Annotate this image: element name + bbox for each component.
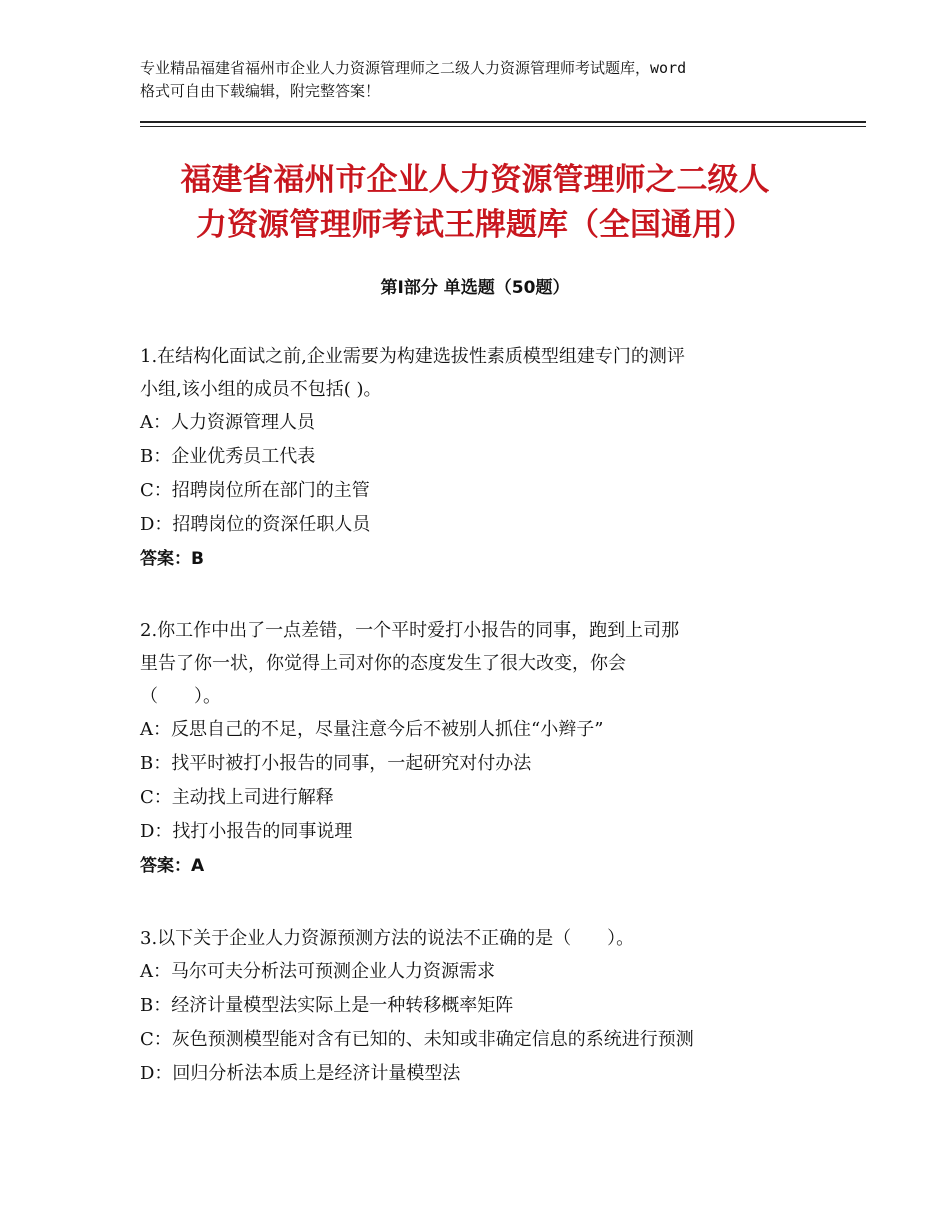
question-stem (140, 340, 840, 406)
header-note-line-1: 专业精品福建省福州市企业人力资源管理师之二级人力资源管理师考试题库，word (140, 59, 687, 77)
option-d: D：找打小报告的同事说理 (140, 821, 353, 842)
question-stem-line: 里告了你一状，你觉得上司对你的态度发生了很大改变，你会 (140, 653, 626, 674)
option-a: A：马尔可夫分析法可预测企业人力资源需求 (140, 961, 495, 982)
header-note (140, 57, 830, 103)
question-stem-line: 小组,该小组的成员不包括( )。 (140, 379, 382, 400)
document-title-line-2: 力资源管理师考试王牌题库（全国通用） (196, 207, 754, 243)
option-c: C：主动找上司进行解释 (140, 787, 334, 808)
question-2 (140, 614, 840, 883)
question-1 (140, 340, 840, 576)
option-b: B：企业优秀员工代表 (140, 446, 316, 467)
question-stem-line: （ ）。 (140, 686, 221, 707)
answer: 答案：B (140, 549, 204, 569)
option-b: B：找平时被打小报告的同事，一起研究对付办法 (140, 753, 532, 774)
answer: 答案：A (140, 856, 205, 876)
question-stem-line: 1.在结构化面试之前,企业需要为构建选拔性素质模型组建专门的测评 (140, 346, 685, 367)
header-divider-thick (140, 121, 866, 123)
option-a: A：反思自己的不足，尽量注意今后不被别人抓住“小辫子” (140, 719, 604, 740)
option-b: B：经济计量模型法实际上是一种转移概率矩阵 (140, 995, 514, 1016)
question-stem (140, 614, 840, 713)
option-c: C：灰色预测模型能对含有已知的、未知或非确定信息的系统进行预测 (140, 1029, 694, 1050)
header-divider-thin (140, 126, 866, 127)
question-stem-line: 2.你工作中出了一点差错，一个平时爱打小报告的同事，跑到上司那 (140, 620, 680, 641)
question-3 (140, 922, 840, 1091)
option-a: A：人力资源管理人员 (140, 412, 315, 433)
document-title (140, 158, 810, 248)
option-d: D：回归分析法本质上是经济计量模型法 (140, 1063, 461, 1084)
header-note-line-2: 格式可自由下载编辑，附完整答案！ (140, 82, 381, 100)
option-d: D：招聘岗位的资深任职人员 (140, 514, 371, 535)
question-stem-line: 3.以下关于企业人力资源预测方法的说法不正确的是（ ）。 (140, 928, 635, 949)
section-title: 第Ⅰ部分 单选题（50题） (380, 278, 570, 298)
document-title-line-1: 福建省福州市企业人力资源管理师之二级人 (180, 162, 770, 198)
question-stem (140, 922, 840, 955)
option-c: C：招聘岗位所在部门的主管 (140, 480, 370, 501)
